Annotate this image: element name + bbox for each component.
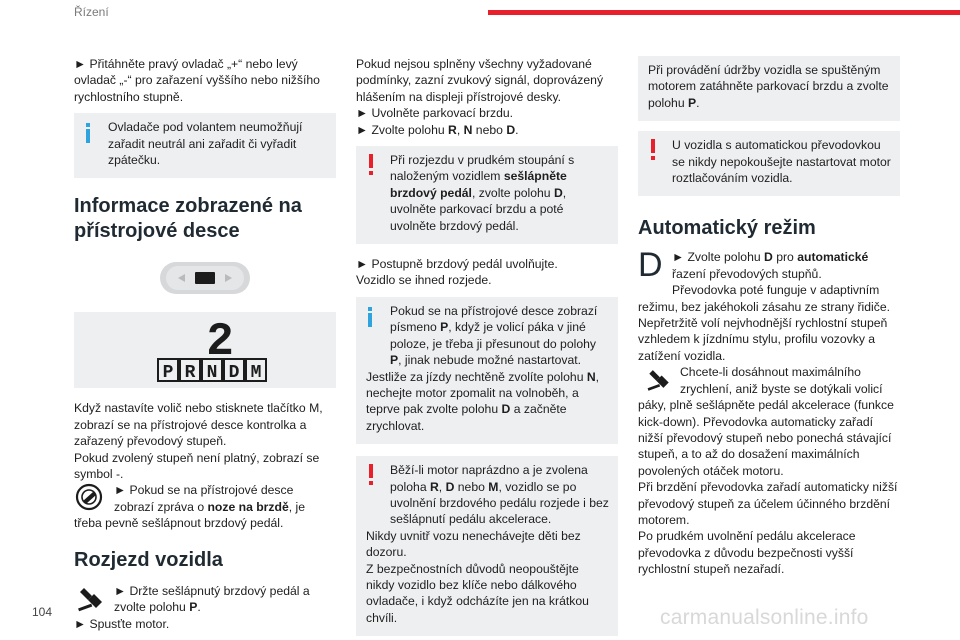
paragraph-with-icon: ► Držte sešlápnutý brzdový pedál a zvolte polohu P.: [74, 583, 336, 616]
paragraph: Když nastavíte volič nebo stisknete tlačítko M, zobrazí se na přístrojové desce kontrolka a zařazený převodový stupeň.: [74, 401, 323, 449]
note-text: Při provádění údržby vozidla se spuštěným motorem zatáhněte parkovací brzdu a zvolte polohu P.: [648, 63, 889, 110]
info-icon: [84, 123, 92, 143]
warning-icon: [650, 139, 656, 161]
section-heading: Informace zobrazené na přístrojové desce: [74, 195, 302, 243]
foot-on-brake-icon: [74, 483, 108, 511]
paragraph: ► Spusťte motor.: [74, 616, 170, 631]
paragraph: Převodovka poté funguje v adaptivním režimu, bez jakéhokoli zásahu ze strany řidiče.: [638, 283, 890, 314]
paragraph: ► Zvolte polohu R, N nebo D.: [356, 122, 519, 137]
warning-icon: [368, 154, 374, 176]
warning-text: U vozidla s automatickou převodovkou se nikdy nepokoušejte nastartovat motor roztlačováním vozidla.: [672, 138, 891, 186]
paragraph-with-dropcap: D ► Zvolte polohu D pro automatické řazení převodových stupňů.: [638, 246, 869, 285]
paragraph: ► Přitáhněte pravý ovladač „+“ nebo levý ovladač „-“ pro zařazení vyššího nebo nižšího rychlostního stupně.: [74, 57, 320, 104]
gear-letter-r: R: [184, 363, 196, 384]
gear-letter-n: N: [206, 363, 218, 384]
warning-box: [638, 131, 900, 196]
paragraph: Po prudkém uvolnění pedálu akcelerace převodovka z důvodu bezpečnosti vyšší rychlostní stupeň nezařadí.: [638, 529, 856, 577]
paragraph-with-icon: Chcete-li dosáhnout maximálního zrychlení, aniž byste se dotýkali volicí páky, plně sešlápněte pedál akcelerace (funkce kick-down). Převodovka automaticky zařadí nižší převodový stupeň nebo ponechá stávající stupeň, a to až do dosažení maximálních povolených otáček motoru.: [638, 365, 894, 478]
paragraph: Pokud nejsou splněny všechny vyžadované podmínky, zazní zvukový signál, doprovázený hlášením na displeji přístrojové desky.: [356, 57, 604, 104]
warning-icon: [368, 464, 374, 486]
info-box: [356, 297, 618, 444]
drop-cap: D: [638, 246, 663, 285]
warning-box: [356, 456, 618, 636]
warning-text: Běží-li motor naprázdno a je zvolena poloha R, D nebo M, vozidlo se po uvolnění brzdového pedálu rozjede i bez sešlápnutí pedálu akcelerace.: [390, 463, 609, 527]
page-number: 104: [32, 605, 53, 619]
pedal-press-icon: [74, 584, 108, 612]
gear-digit: 2: [206, 316, 234, 369]
gear-display: [74, 312, 336, 388]
info-icon: [366, 307, 374, 327]
gear-letter-p: P: [162, 363, 174, 384]
section-heading: Rozjezd vozidla: [74, 548, 223, 571]
gear-letter-m: M: [250, 363, 262, 384]
warning-text: Nikdy uvnitř vozu nenechávejte děti bez dozoru.: [366, 528, 581, 560]
note-box: [638, 56, 900, 121]
paragraph: ► Postupně brzdový pedál uvolňujte.: [356, 257, 558, 272]
warning-text: Z bezpečnostních důvodů neopouštějte nikdy vozidlo bez klíče nebo dálkového ovladače, i když odcházíte jen na krátkou chvíli.: [366, 561, 589, 625]
gear-letter-d: D: [228, 363, 240, 384]
info-text: Pokud se na přístrojové desce zobrazí písmeno P, když je volicí páka v jiné poloze, je třeba ji přesunout do polohy P, jinak nebude možné nastartovat.: [390, 303, 598, 368]
section-header: Řízení: [74, 5, 109, 19]
paragraph: ► Uvolněte parkovací brzdu.: [356, 106, 514, 121]
warning-text: Při rozjezdu v prudkém stoupání s naloženým vozidlem sešlápněte brzdový pedál, zvolte polohu D, uvolněte parkovací brzdu a poté uvolněte brzdový pedál.: [390, 153, 575, 233]
paragraph: Při brzdění převodovka zařadí automaticky nižší převodový stupeň za účelem účinného brzdění motorem.: [638, 480, 898, 527]
gear-letters: [158, 359, 266, 383]
paragraph: Pokud zvolený stupeň není platný, zobrazí se symbol -.: [74, 450, 320, 482]
column-2: [356, 56, 618, 636]
info-text: Ovladače pod volantem neumožňují zařadit neutrál ani zařadit či vyřadit zpátečku.: [108, 120, 303, 168]
gear-lever-icon: [74, 256, 336, 304]
pedal-press-icon: [644, 365, 674, 393]
watermark: carmanualsonline.info: [660, 606, 869, 629]
header-accent-bar: [488, 10, 960, 15]
section-heading: Automatický režim: [638, 217, 816, 240]
info-text: Jestliže za jízdy nechtěně zvolíte polohu N, nechejte motor zpomalit na volnoběh, a teprve pak zvolte polohu D a začněte zrychlovat.: [366, 369, 600, 433]
column-3: [638, 56, 900, 578]
warning-box: [356, 146, 618, 244]
paragraph: Nepřetržitě volí nejvhodnější rychlostní stupeň vzhledem k jízdnímu stylu, profilu vozovky a zatížení vozidla.: [638, 316, 888, 363]
paragraph: Vozidlo se ihned rozjede.: [356, 273, 492, 288]
info-box: [74, 113, 336, 178]
paragraph-with-icon: ► Pokud se na přístrojové desce zobrazí zpráva o noze na brzdě, je třeba pevně sešlápnout brzdový pedál.: [74, 483, 306, 531]
column-1: [74, 56, 336, 632]
